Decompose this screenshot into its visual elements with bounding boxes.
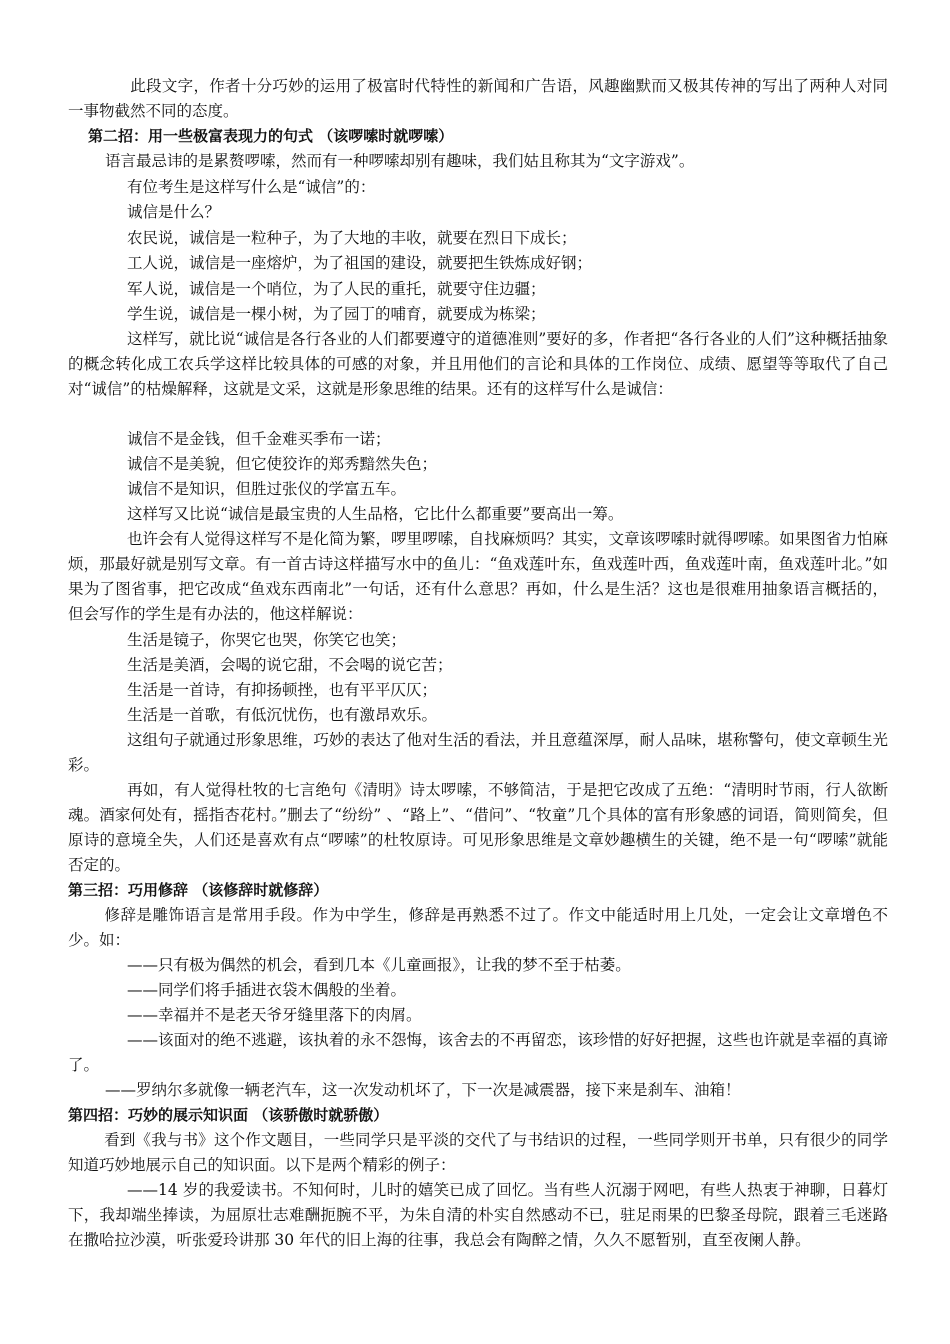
heading-4: 第四招：巧妙的展示知识面 （该骄傲时就骄傲） [68,1106,389,1124]
para: 这样写又比说“诚信是最宝贵的人生品格，它比什么都重要”要高出一筹。 [127,505,624,523]
list-item: 生活是镜子，你哭它也哭，你笑它也笑； [127,631,407,649]
para: 再如，有人觉得杜牧的七言绝句《清明》诗太啰嗦，不够简洁，于是把它改成了五绝：“清明时节雨，行人欲断魂。酒家何处有，摇指杏花村。”删去了“纷纷” 、“路上”、“借问”、“牧童”几个具体的富有形象感的词语，简则简矣，但原诗的意境全失，人们还是喜欢有点“啰嗦”的杜牧原诗。可见形象思维是文章妙趣横生的关键，绝不是一句“啰嗦”就能否定的。 [68,781,888,874]
list-item: 诚信是什么？ [127,203,221,221]
para: 也许会有人觉得这样写不是化简为繁，啰里啰嗦，自找麻烦吗？其实，文章该啰嗦时就得啰嗦。如果图省力怕麻烦，那最好就是别写文章。有一首古诗这样描写水中的鱼儿：“鱼戏莲叶东，鱼戏莲叶西，鱼戏莲叶南，鱼戏莲叶北。”如果为了图省事，把它改成“鱼戏东西南北”一句话，还有什么意思？再如，什么是生活？这也是很难用抽象语言概括的，但会写作的学生是有办法的，他这样解说： [68,530,888,623]
list-item: ——只有极为偶然的机会，看到几本《儿童画报》，让我的梦不至于枯萎。 [127,956,631,974]
list-item: 工人说，诚信是一座熔炉，为了祖国的建设，就要把生铁炼成好钢； [127,254,593,272]
list-item: ——罗纳尔多就像一辆老汽车，这一次发动机坏了，下一次是减震器，接下来是刹车、油箱！ [105,1081,741,1099]
list-item: 学生说，诚信是一棵小树，为了园丁的哺育，就要成为栋梁； [127,305,546,323]
list-item: 生活是一首诗，有抑扬顿挫，也有平平仄仄； [127,681,438,699]
list-item: 诚信不是知识，但胜过张仪的学富五车。 [127,480,407,498]
para: 这组句子就通过形象思维，巧妙的表达了他对生活的看法，并且意蕴深厚，耐人品味，堪称警句，使文章顿生光彩。 [68,731,888,774]
list-item: ——幸福并不是老天爷牙缝里落下的肉屑。 [127,1006,422,1024]
list-item: 生活是美酒，会喝的说它甜，不会喝的说它苦； [127,656,453,674]
list-item: 诚信不是美貌，但它使狡诈的郑秀黯然失色； [127,455,438,473]
list-item: 生活是一首歌，有低沉忧伤，也有激昂欢乐。 [127,706,438,724]
heading-2: 第二招：用一些极富表现力的句式 （该啰嗦时就啰嗦） [88,127,454,145]
list-item: 农民说，诚信是一粒种子，为了大地的丰收，就要在烈日下成长； [127,229,577,247]
para: 语言最忌讳的是累赘啰嗦，然而有一种啰嗦却别有趣味，我们姑且称其为“文字游戏”。 [105,152,695,170]
para: 这样写，就比说“诚信是各行各业的人们都要遵守的道德准则”要好的多，作者把“各行各业的人们”这种概括抽象的概念转化成工农兵学这样比较具体的可感的对象，并且用他们的言论和具体的工作岗位、成绩、愿望等等取代了自己对“诚信”的枯燥解释，这就是文采，这就是形象思维的结果。还有的这样写什么是诚信： [68,330,888,398]
para: 有位考生是这样写什么是“诚信”的： [127,178,376,196]
list-item: 诚信不是金钱，但千金难买季布一诺； [127,430,391,448]
para: ——14 岁的我爱读书。不知何时，儿时的嬉笑已成了回忆。当有些人沉溺于网吧，有些人热衷于神聊，日暮灯下，我却端坐捧读，为屈原壮志难酬扼腕不平，为朱自清的朴实自然感动不已，驻足雨果的巴黎圣母院，跟着三毛迷路在撒哈拉沙漠，听张爱玲讲那 30 年代的旧上海的往事，我总会有陶醉之情，久久不愿暂别，直至夜阑人静。 [68,1181,888,1249]
list-item: ——同学们将手插进衣袋木偶般的坐着。 [127,981,407,999]
heading-3: 第三招：巧用修辞 （该修辞时就修辞） [68,881,329,899]
para: 修辞是雕饰语言是常用手段。作为中学生，修辞是再熟悉不过了。作文中能适时用上几处，一定会让文章增色不少。如： [68,906,888,949]
list-item: 军人说，诚信是一个哨位，为了人民的重托，就要守住边疆； [127,280,546,298]
list-item: ——该面对的绝不逃避，该执着的永不怨悔，该舍去的不再留恋，该珍惜的好好把握，这些也许就是幸福的真谛了。 [68,1031,888,1074]
para: 看到《我与书》这个作文题目，一些同学只是平淡的交代了与书结识的过程，一些同学则开书单，只有很少的同学知道巧妙地展示自己的知识面。以下是两个精彩的例子： [68,1131,888,1174]
para-intro: 此段文字，作者十分巧妙的运用了极富时代特性的新闻和广告语，风趣幽默而又极其传神的写出了两种人对同一事物截然不同的态度。 [68,77,888,120]
